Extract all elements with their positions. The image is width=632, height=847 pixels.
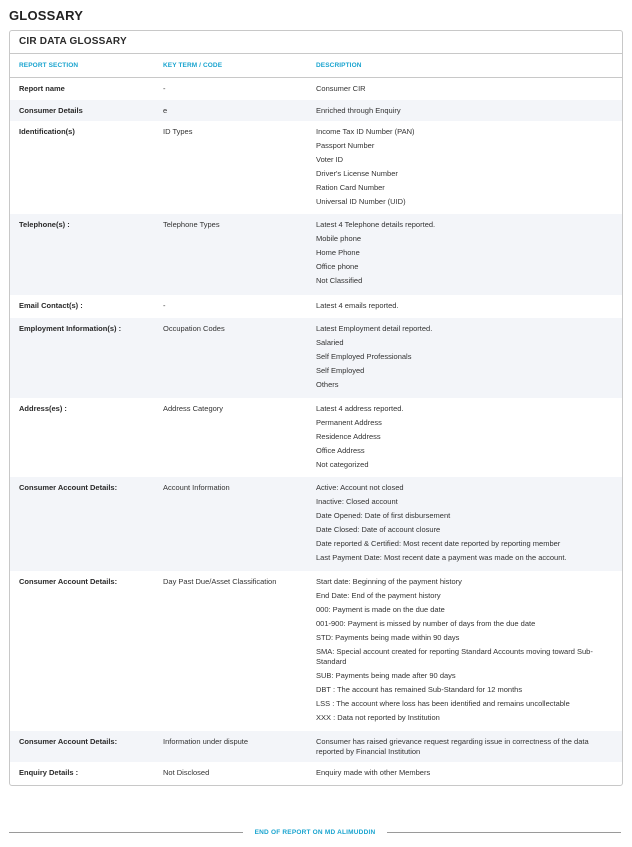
description-cell	[316, 404, 622, 474]
footer-rule-right	[387, 832, 621, 833]
page-title: GLOSSARY	[9, 8, 84, 23]
description-line: Salaried	[316, 338, 344, 347]
column-header-description: DESCRIPTION	[316, 62, 362, 69]
report-section-cell: Address(es) :	[19, 404, 67, 413]
description-line: Active: Account not closed	[316, 483, 404, 492]
glossary-title: CIR DATA GLOSSARY	[10, 31, 622, 54]
key-term-cell: Not Disclosed	[163, 768, 210, 777]
table-row	[10, 477, 622, 571]
description-cell	[316, 106, 622, 120]
description-line: Date reported & Certified: Most recent date reported by reporting member	[316, 539, 561, 548]
table-row	[10, 78, 622, 100]
key-term-cell: -	[163, 84, 166, 93]
description-cell	[316, 301, 622, 315]
report-section-cell: Consumer Details	[19, 106, 83, 115]
column-header-report-section: REPORT SECTION	[19, 62, 79, 69]
description-line: SMA: Special account created for reporting Standard Accounts moving toward Sub-Standard	[316, 647, 593, 666]
key-term-cell: Account Information	[163, 483, 230, 492]
key-term-cell: Telephone Types	[163, 220, 220, 229]
key-term-cell: Information under dispute	[163, 737, 249, 746]
report-section-cell: Enquiry Details :	[19, 768, 79, 777]
description-line: SUB: Payments being made after 90 days	[316, 671, 456, 680]
footer-rule-left	[9, 832, 243, 833]
table-row	[10, 571, 622, 731]
description-line: Others	[316, 380, 339, 389]
description-line: Self Employed Professionals	[316, 352, 412, 361]
description-line: Date Opened: Date of first disbursement	[316, 511, 451, 520]
description-line: Self Employed	[316, 366, 365, 375]
glossary-card	[9, 30, 623, 786]
description-line: Enriched through Enquiry	[316, 106, 401, 115]
key-term-cell: ID Types	[163, 127, 193, 136]
column-header-row	[10, 54, 622, 78]
description-line: End Date: End of the payment history	[316, 591, 441, 600]
description-line: Last Payment Date: Most recent date a payment was made on the account.	[316, 553, 567, 562]
description-line: Home Phone	[316, 248, 360, 257]
description-line: XXX : Data not reported by Institution	[316, 713, 440, 722]
description-line: Ration Card Number	[316, 183, 385, 192]
table-row	[10, 762, 622, 785]
description-line: Passport Number	[316, 141, 375, 150]
description-cell	[316, 127, 622, 211]
description-line: STD: Payments being made within 90 days	[316, 633, 460, 642]
description-line: Inactive: Closed account	[316, 497, 398, 506]
description-cell	[316, 220, 622, 290]
description-line: Mobile phone	[316, 234, 362, 243]
description-cell	[316, 737, 622, 761]
report-section-cell: Consumer Account Details:	[19, 577, 118, 586]
description-line: Income Tax ID Number (PAN)	[316, 127, 415, 136]
table-row	[10, 295, 622, 318]
description-line: Not Classified	[316, 276, 363, 285]
key-term-cell: e	[163, 106, 168, 115]
description-line: Latest 4 Telephone details reported.	[316, 220, 436, 229]
description-cell	[316, 324, 622, 394]
description-cell	[316, 483, 622, 567]
description-line: DBT : The account has remained Sub-Standard for 12 months	[316, 685, 523, 694]
description-line: Consumer CIR	[316, 84, 366, 93]
table-row	[10, 398, 622, 477]
description-line: Latest 4 emails reported.	[316, 301, 399, 310]
description-line: 000: Payment is made on the due date	[316, 605, 445, 614]
table-row	[10, 731, 622, 762]
description-cell	[316, 577, 622, 727]
column-header-key-term: KEY TERM / CODE	[163, 62, 223, 69]
report-section-cell: Identification(s)	[19, 127, 75, 136]
report-section-cell: Employment Information(s) :	[19, 324, 122, 333]
table-row	[10, 214, 622, 295]
description-line: Driver's License Number	[316, 169, 398, 178]
table-row	[10, 100, 622, 121]
table-row	[10, 318, 622, 398]
end-of-report-footer	[9, 826, 621, 838]
description-line: Date Closed: Date of account closure	[316, 525, 441, 534]
description-line: Universal ID Number (UID)	[316, 197, 406, 206]
description-line: Office Address	[316, 446, 365, 455]
description-line: 001-900: Payment is missed by number of days from the due date	[316, 619, 536, 628]
key-term-cell: Day Past Due/Asset Classification	[163, 577, 277, 586]
report-section-cell: Telephone(s) :	[19, 220, 70, 229]
description-line: LSS : The account where loss has been identified and remains uncollectable	[316, 699, 570, 708]
description-line: Latest Employment detail reported.	[316, 324, 433, 333]
description-line: Office phone	[316, 262, 359, 271]
key-term-cell: Address Category	[163, 404, 224, 413]
description-line: Residence Address	[316, 432, 381, 441]
description-line: Voter ID	[316, 155, 344, 164]
description-line: Latest 4 address reported.	[316, 404, 404, 413]
report-section-cell: Report name	[19, 84, 65, 93]
key-term-cell: Occupation Codes	[163, 324, 225, 333]
description-line: Consumer has raised grievance request regarding issue in correctness of the data reported by Financial Institution	[316, 737, 589, 756]
description-cell	[316, 768, 622, 782]
description-cell	[316, 84, 622, 98]
description-line: Start date: Beginning of the payment history	[316, 577, 462, 586]
description-line: Enquiry made with other Members	[316, 768, 431, 777]
end-of-report-text: END OF REPORT ON MD ALIMUDDIN	[254, 828, 376, 836]
report-section-cell: Consumer Account Details:	[19, 737, 118, 746]
glossary-rows	[10, 78, 622, 785]
report-section-cell: Consumer Account Details:	[19, 483, 118, 492]
key-term-cell: -	[163, 301, 166, 310]
description-line: Permanent Address	[316, 418, 382, 427]
description-line: Not categorized	[316, 460, 369, 469]
report-section-cell: Email Contact(s) :	[19, 301, 83, 310]
table-row	[10, 121, 622, 214]
